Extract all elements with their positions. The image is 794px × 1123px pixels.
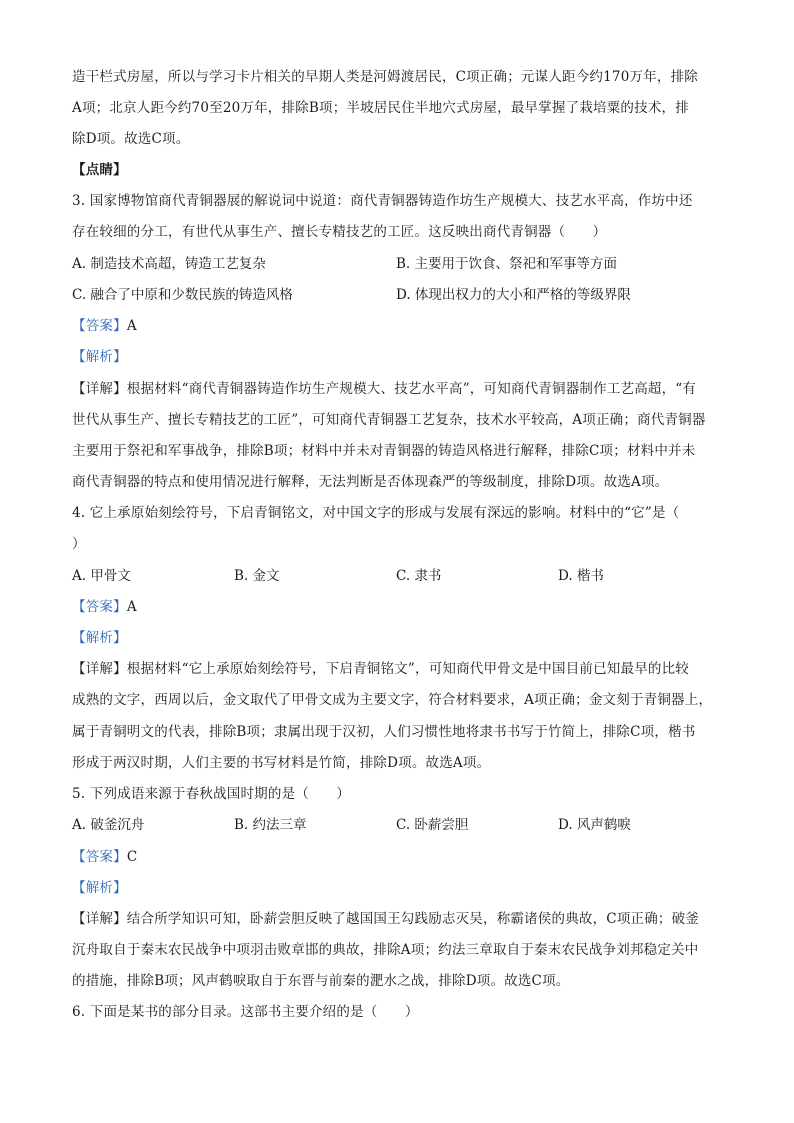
- intro-line-2: A项；北京人距今约70至20万年，排除B项；半坡居民住半地穴式房屋，最早掌握了栽培粟的技术，排: [72, 100, 689, 116]
- intro-line-3: 除D项。故选C项。: [72, 131, 190, 147]
- q4-option-d: D. 楷书: [558, 568, 604, 584]
- q5-answer-row: [72, 847, 732, 867]
- q4-detail-line-4: 形成于两汉时期，人们主要的书写材料是竹简，排除D项。故选A项。: [72, 755, 491, 771]
- q4-detail-line-2: 成熟的文字，西周以后，金文取代了甲骨文成为主要文字，符合材料要求，A项正确；金文刻于青铜器上，: [72, 692, 713, 708]
- q4-answer-row: [72, 597, 732, 617]
- q3-option-d: D. 体现出权力的大小和严格的等级界限: [396, 287, 631, 303]
- q5-detail-line-1: 【详解】结合所学知识可知，卧薪尝胆反映了越国国王勾践励志灭吴，称霸诸侯的典故，C项正确；破釜: [72, 911, 700, 927]
- q3-analysis-label: 【解析】: [72, 349, 127, 365]
- q4-option-c: C. 隶书: [396, 568, 442, 584]
- q3-detail-line-4: 商代青铜器的特点和使用情况进行解释，无法判断是否体现森严的等级制度，排除D项。故选A项。: [72, 474, 669, 490]
- q3-option-a: A. 制造技术高超，铸造工艺复杂: [72, 256, 266, 272]
- q4-answer-label: 【答案】: [72, 599, 127, 615]
- q5-answer-label: 【答案】: [72, 849, 127, 865]
- q4-detail-line-3: 属于青铜明文的代表，排除B项；隶属出现于汉初，人们习惯性地将隶书书写于竹简上，排除C项，楷书: [72, 724, 696, 740]
- q4-stem-line-1: 4. 它上承原始刻绘符号，下启青铜铭文，对中国文字的形成与发展有深远的影响。材料中的“它”是（: [72, 505, 680, 521]
- q5-detail-line-3: 的措施，排除B项；风声鹤唳取自于东晋与前秦的淝水之战，排除D项。故选C项。: [72, 973, 570, 989]
- dianjing-label: 【点睛】: [72, 162, 127, 178]
- q3-detail-line-3: 主要用于祭祀和军事战争，排除B项；材料中并未对青铜器的铸造风格进行解释，排除C项；材料中并未: [72, 443, 696, 459]
- q4-option-b: B. 金文: [234, 568, 280, 584]
- q3-answer-label: 【答案】: [72, 318, 127, 334]
- q3-detail-line-2: 世代从事生产、擅长专精技艺的工匠”，可知商代青铜器工艺复杂，技术水平较高，A项正确；商代青铜器: [72, 412, 706, 428]
- q5-option-a: A. 破釜沉舟: [72, 817, 145, 833]
- q4-detail-line-1: 【详解】根据材料“它上承原始刻绘符号，下启青铜铭文”，可知商代甲骨文是中国目前已知最早的比较: [72, 661, 690, 677]
- q5-option-b: B. 约法三章: [234, 817, 307, 833]
- q5-option-c: C. 卧薪尝胆: [396, 817, 469, 833]
- q3-answer-value: A: [126, 318, 137, 334]
- q5-stem: 5. 下列成语来源于春秋战国时期的是（ ）: [72, 786, 351, 802]
- q4-stem-line-2: ）: [72, 536, 86, 552]
- q3-option-c: C. 融合了中原和少数民族的铸造风格: [72, 287, 293, 303]
- q5-option-d: D. 风声鹤唳: [558, 817, 631, 833]
- q5-detail-line-2: 沉舟取自于秦末农民战争中项羽击败章邯的典故，排除A项；约法三章取自于秦末农民战争刘邦稳定关中: [72, 942, 699, 958]
- q3-detail-line-1: 【详解】根据材料“商代青铜器铸造作坊生产规模大、技艺水平高”，可知商代青铜器制作工艺高超，“有: [72, 381, 697, 397]
- intro-line-1: 造干栏式房屋，所以与学习卡片相关的早期人类是河姆渡居民，C项正确；元谋人距今约170万年，排除: [72, 69, 698, 85]
- q6-stem: 6. 下面是某书的部分目录。这部书主要介绍的是（ ）: [72, 1004, 419, 1020]
- q4-option-a: A. 甲骨文: [72, 568, 131, 584]
- q5-answer-value: C: [126, 849, 138, 865]
- q3-stem-line-2: 存在较细的分工，有世代从事生产、擅长专精技艺的工匠。这反映出商代青铜器（ ）: [72, 224, 607, 240]
- q4-analysis-label: 【解析】: [72, 630, 127, 646]
- q3-stem-line-1: 3. 国家博物馆商代青铜器展的解说词中说道：商代青铜器铸造作坊生产规模大、技艺水平高，作坊中还: [72, 193, 693, 209]
- q3-option-b: B. 主要用于饮食、祭祀和军事等方面: [396, 256, 618, 272]
- q3-answer-row: [72, 316, 732, 336]
- q4-answer-value: A: [126, 599, 137, 615]
- q5-analysis-label: 【解析】: [72, 880, 127, 896]
